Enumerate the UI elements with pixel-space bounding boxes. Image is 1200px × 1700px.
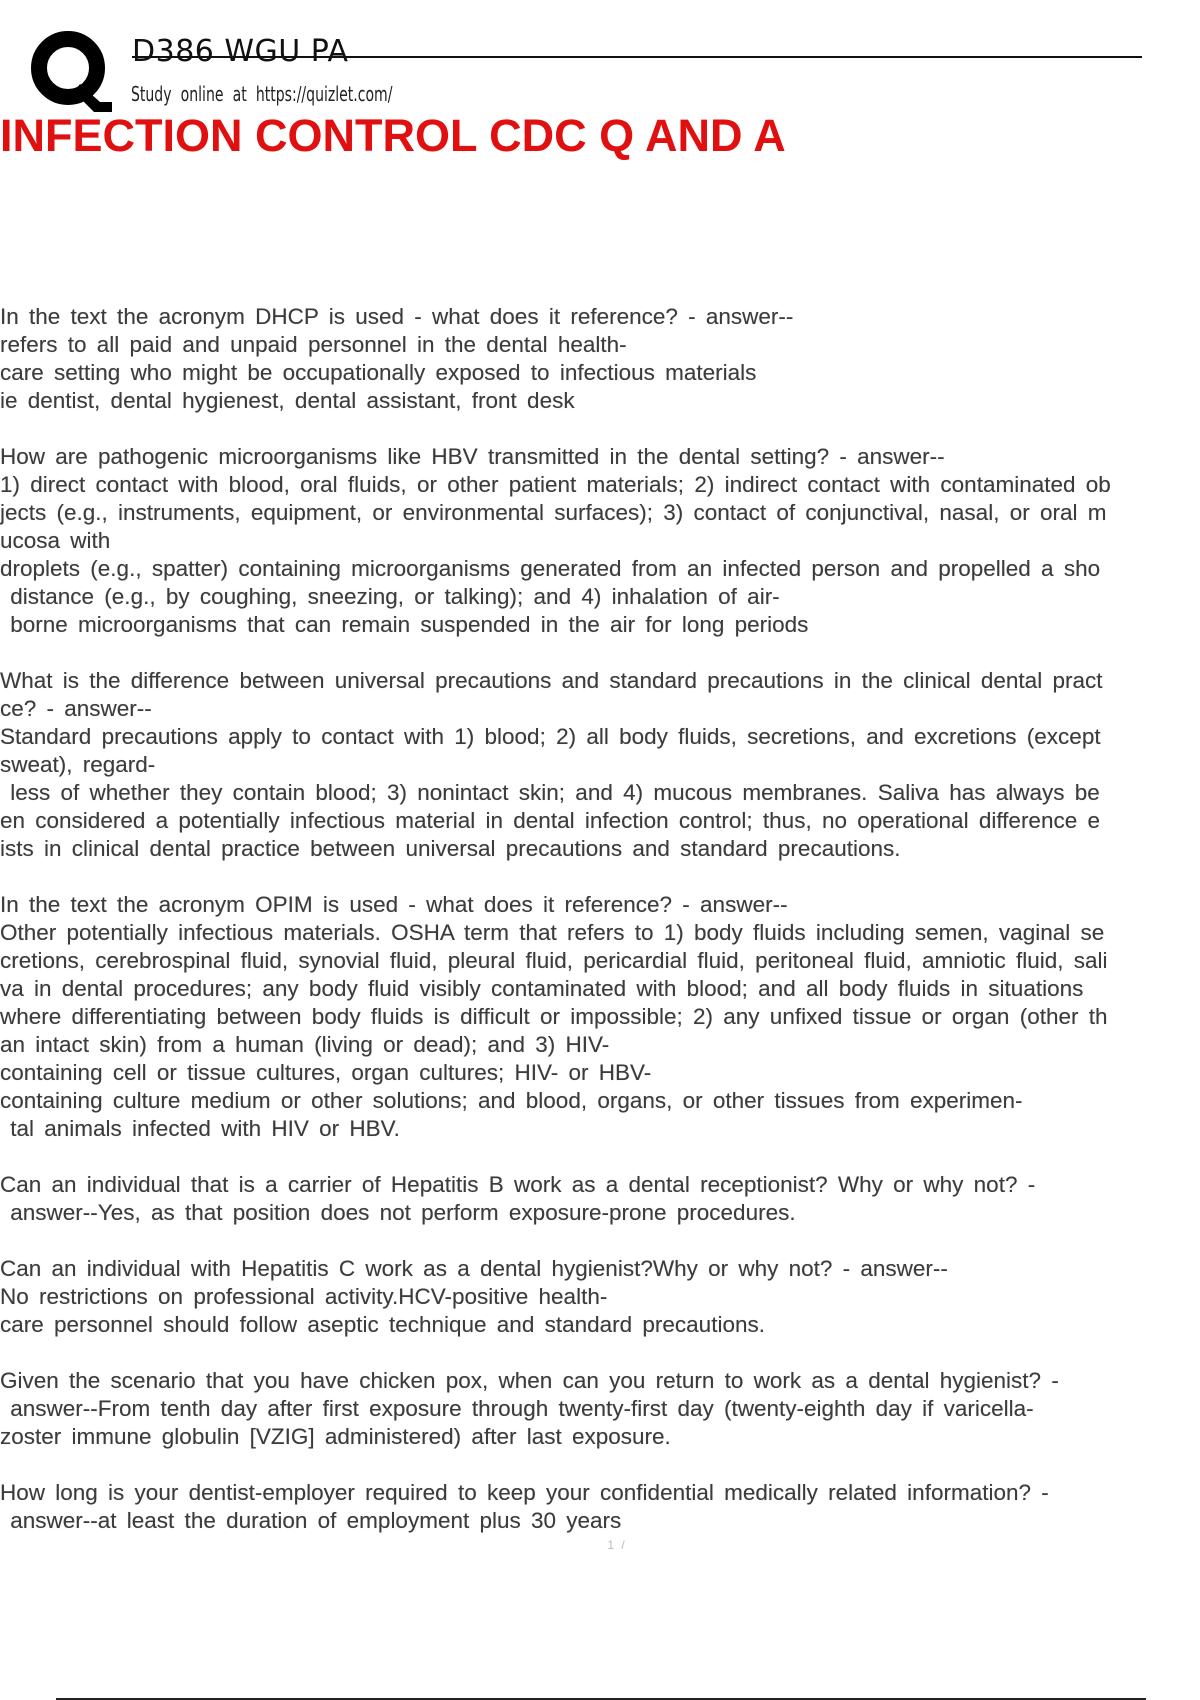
qa-answer-line: answer--From tenth day after first exposure through twenty-first day (twenty-eighth day if varicella- xyxy=(0,1396,1034,1421)
page-header xyxy=(0,0,1200,110)
qa-answer-line: ie dentist, dental hygienest, dental assistant, front desk xyxy=(0,388,575,413)
qa-item xyxy=(0,1367,1200,1451)
qa-item xyxy=(0,1255,1200,1339)
qa-answer-line: sweat), regard- xyxy=(0,752,156,777)
qa-answer-line: ce? - answer-- xyxy=(0,696,152,721)
qa-item xyxy=(0,303,1200,415)
qa-answer-line: answer--Yes, as that position does not perform exposure-prone procedures. xyxy=(0,1200,796,1225)
qa-answer-line: care setting who might be occupationally exposed to infectious materials xyxy=(0,360,757,385)
header-divider xyxy=(132,56,1142,58)
qa-answer-line: less of whether they contain blood; 3) nonintact skin; and 4) mucous membranes. Saliva has always be xyxy=(0,780,1100,805)
qa-answer-line: borne microorganisms that can remain suspended in the air for long periods xyxy=(0,612,809,637)
qa-question-line: In the text the acronym OPIM is used - what does it reference? - answer-- xyxy=(0,892,788,917)
qa-question-line: How are pathogenic microorganisms like HBV transmitted in the dental setting? - answer-- xyxy=(0,444,945,469)
qa-item xyxy=(0,1479,1200,1535)
quizlet-q-logo-icon xyxy=(30,30,112,112)
qa-answer-line: distance (e.g., by coughing, sneezing, or talking); and 4) inhalation of air- xyxy=(0,584,780,609)
qa-answer-line: Other potentially infectious materials. OSHA term that refers to 1) body fluids including semen, vaginal se xyxy=(0,920,1105,945)
qa-answer-line: Standard precautions apply to contact with 1) blood; 2) all body fluids, secretions, and excretions (except xyxy=(0,724,1101,749)
page-title: INFECTION CONTROL CDC Q AND A xyxy=(0,110,786,161)
qa-question-line: Can an individual that is a carrier of Hepatitis B work as a dental receptionist? Why or why not? - xyxy=(0,1172,1036,1197)
qa-answer-line: No restrictions on professional activity.HCV-positive health- xyxy=(0,1284,608,1309)
qa-answer-line: ists in clinical dental practice between universal precautions and standard precautions. xyxy=(0,836,901,861)
qa-list xyxy=(0,303,1200,1563)
qa-question-line: What is the difference between universal precautions and standard precautions in the clinical dental pract xyxy=(0,668,1103,693)
qa-answer-line: containing cell or tissue cultures, organ cultures; HIV- or HBV- xyxy=(0,1060,652,1085)
qa-question-line: In the text the acronym DHCP is used - what does it reference? - answer-- xyxy=(0,304,794,329)
qa-answer-line: jects (e.g., instruments, equipment, or environmental surfaces); 3) contact of conjunctival, nasal, or oral m xyxy=(0,500,1107,525)
qa-item xyxy=(0,891,1200,1143)
qa-answer-line: containing culture medium or other solutions; and blood, organs, or other tissues from experimen- xyxy=(0,1088,1023,1113)
qa-answer-line: answer--at least the duration of employment plus 30 years xyxy=(0,1508,622,1533)
qa-answer-line: ucosa with xyxy=(0,528,111,553)
qa-question-line: How long is your dentist-employer required to keep your confidential medically related information? - xyxy=(0,1480,1049,1505)
qa-answer-line: en considered a potentially infectious material in dental infection control; thus, no operational difference e xyxy=(0,808,1100,833)
qa-item xyxy=(0,1171,1200,1227)
qa-answer-line: refers to all paid and unpaid personnel in the dental health- xyxy=(0,332,627,357)
qa-answer-line: va in dental procedures; any body fluid visibly contaminated with blood; and all body fluids in situations xyxy=(0,976,1084,1001)
qa-item xyxy=(0,667,1200,863)
qa-question-line: Can an individual with Hepatitis C work as a dental hygienist?Why or why not? - answer-- xyxy=(0,1256,948,1281)
study-online-link[interactable]: Study online at https://quizlet.com/ xyxy=(131,82,393,106)
qa-answer-line: care personnel should follow aseptic technique and standard precautions. xyxy=(0,1312,765,1337)
qa-answer-line: zoster immune globulin [VZIG] administered) after last exposure. xyxy=(0,1424,671,1449)
qa-answer-line: tal animals infected with HIV or HBV. xyxy=(0,1116,400,1141)
qa-answer-line: where differentiating between body fluids is difficult or impossible; 2) any unfixed tissue or organ (other th xyxy=(0,1004,1108,1029)
qa-question-line: Given the scenario that you have chicken pox, when can you return to work as a dental hygienist? - xyxy=(0,1368,1059,1393)
qa-answer-line: droplets (e.g., spatter) containing microorganisms generated from an infected person and propelled a sho xyxy=(0,556,1101,581)
page-number: 1 / xyxy=(607,1538,625,1552)
qa-answer-line: an intact skin) from a human (living or dead); and 3) HIV- xyxy=(0,1032,610,1057)
document-code: D386 WGU PA xyxy=(132,34,349,69)
qa-answer-line: 1) direct contact with blood, oral fluids, or other patient materials; 2) indirect contact with contaminated ob xyxy=(0,472,1111,497)
qa-answer-line: cretions, cerebrospinal fluid, synovial fluid, pleural fluid, pericardial fluid, peritoneal fluid, amniotic fluid, sali xyxy=(0,948,1108,973)
qa-item xyxy=(0,443,1200,639)
